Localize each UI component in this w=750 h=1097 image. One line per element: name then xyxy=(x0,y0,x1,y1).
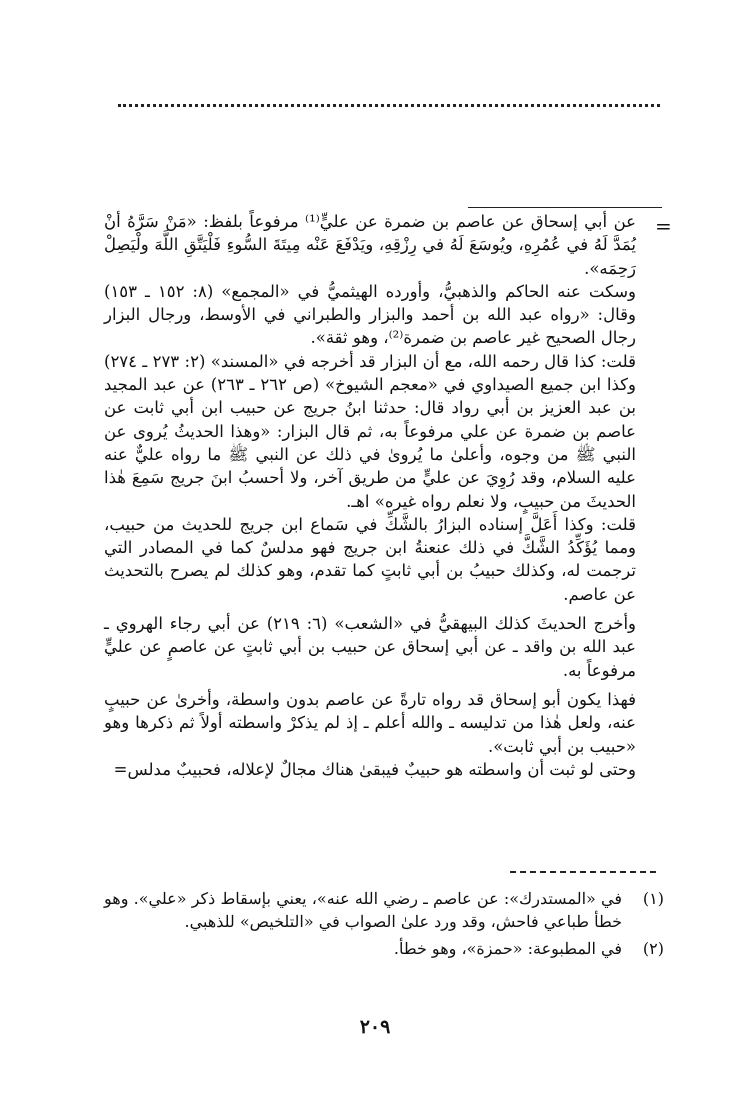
paragraph: قلت: كذا قال رحمه الله، مع أن البزار قد أخرجه في «المسند» (٢: ٢٧٣ ـ ٢٧٤) وكذا ابن جميع الصيداوي في «معجم الشيوخ» (ص ٢٦٢ ـ ٢٦٣) عن عبد المجيد بن عبد العزيز بن أبي رواد قال: حدثنا ابنُ جريج عن حبيب ابن أبي ثابت عن عاصم بن ضمرة عن علي مرفوعاً به، ثم قال البزار: «وهذا الحديثُ يُروى عن النبي ﷺ من وجوه، وأعلىٰ ما يُروىٰ في ذلك عن النبي ﷺ ما رواه عليٌّ عنه عليه السلام، وقد رُوِيَ عن عليٍّ من طريق آخر، ولا أحسبُ ابنَ جريج سَمِعَ هٰذا الحديثَ من حبيبٍ، ولا نعلم رواه غيره» اهـ. xyxy=(104,351,637,511)
paragraph: عن أبي إسحاق عن عاصم بن ضمرة عن عليٍّ⁽¹⁾ مرفوعاً بلفظ: «مَنْ سَرَّهُ أنْ يُمَدَّ لَهُ في عُمُرِهِ، ويُوسَعَ لَهُ في رِزْقِهِ، ويَدْفَعَ عَنْه مِيتَةَ السُّوءِ فَلْيَتَّقِ اللَّهَ ولْيَصِلْ رَحِمَه». xyxy=(104,212,636,278)
header-dotted-rule xyxy=(118,104,660,107)
footnote xyxy=(104,937,664,960)
main-text xyxy=(104,210,636,781)
paragraph: وسكت عنه الحاكم والذهبيُّ، وأورده الهيثميُّ في «المجمع» (٨: ١٥٢ ـ ١٥٣) وقال: «رواه عبد الله بن أحمد والبزار والطبراني في الأوسط، ورجال البزار رجال الصحيح غير عاصم بن ضمرة⁽²⁾، وهو ثقة». xyxy=(104,281,636,348)
footnote-number: (١) xyxy=(642,889,664,908)
footnote-text: في «المستدرك»: عن عاصم ـ رضي الله عنه»، يعني بإسقاط ذكر «علي». وهو خطأ طباعي فاحش، وقد ورد علىٰ الصواب في «التلخيص» للذهبي. xyxy=(104,889,622,931)
footnote-number: (٢) xyxy=(642,939,664,958)
continuation-rule xyxy=(468,207,662,208)
footnote-text: في المطبوعة: «حمزة»، وهو خطأ. xyxy=(393,939,622,958)
footnote-separator xyxy=(510,871,656,873)
paragraph: قلت: وكذا أَعَلَّ إسناده البزارُ بالشَّكِّ في سَماع ابن جريج للحديث من حبيب، ومما يُؤَكِّدُ الشَّكَّ في ذلك عنعنةُ ابن جريج فهو مدلسٌ كما في المصادر التي ترجمت له، وكذلك حبيبُ بن أبي ثابتٍ كما تقدم، وهو كذلك لم يصرح بالتحديث عن عاصم. xyxy=(104,514,636,604)
footnotes xyxy=(104,887,664,964)
paragraph: فهذا يكون أبو إسحاق قد رواه تارةً عن عاصم بدون واسطة، وأخرىٰ عن حبيبٍ عنه، ولعل هٰذا من تدليسه ـ والله أعلم ـ إذ لم يذكرْ واسطته أولاً ثم ذكرها وهو «حبيب بن أبي ثابت». xyxy=(104,689,636,756)
paragraph: وأخرج الحديثَ كذلك البيهقيُّ في «الشعب» (٦: ٢١٩) عن أبي رجاء الهروي ـ عبد الله بن واقد ـ عن أبي إسحاق عن حبيب بن أبي ثابتٍ عن عاصمٍ عن عليٍّ مرفوعاً به. xyxy=(104,614,636,680)
continuation-mark: = xyxy=(655,214,672,238)
paragraph: وحتى لو ثبت أن واسطته هو حبيبٌ فيبقىٰ هناك مجالٌ لإعلاله، فحبيبٌ مدلس= xyxy=(113,759,636,779)
page-number: ٢٠٩ xyxy=(359,1016,391,1038)
footnote xyxy=(104,887,664,933)
